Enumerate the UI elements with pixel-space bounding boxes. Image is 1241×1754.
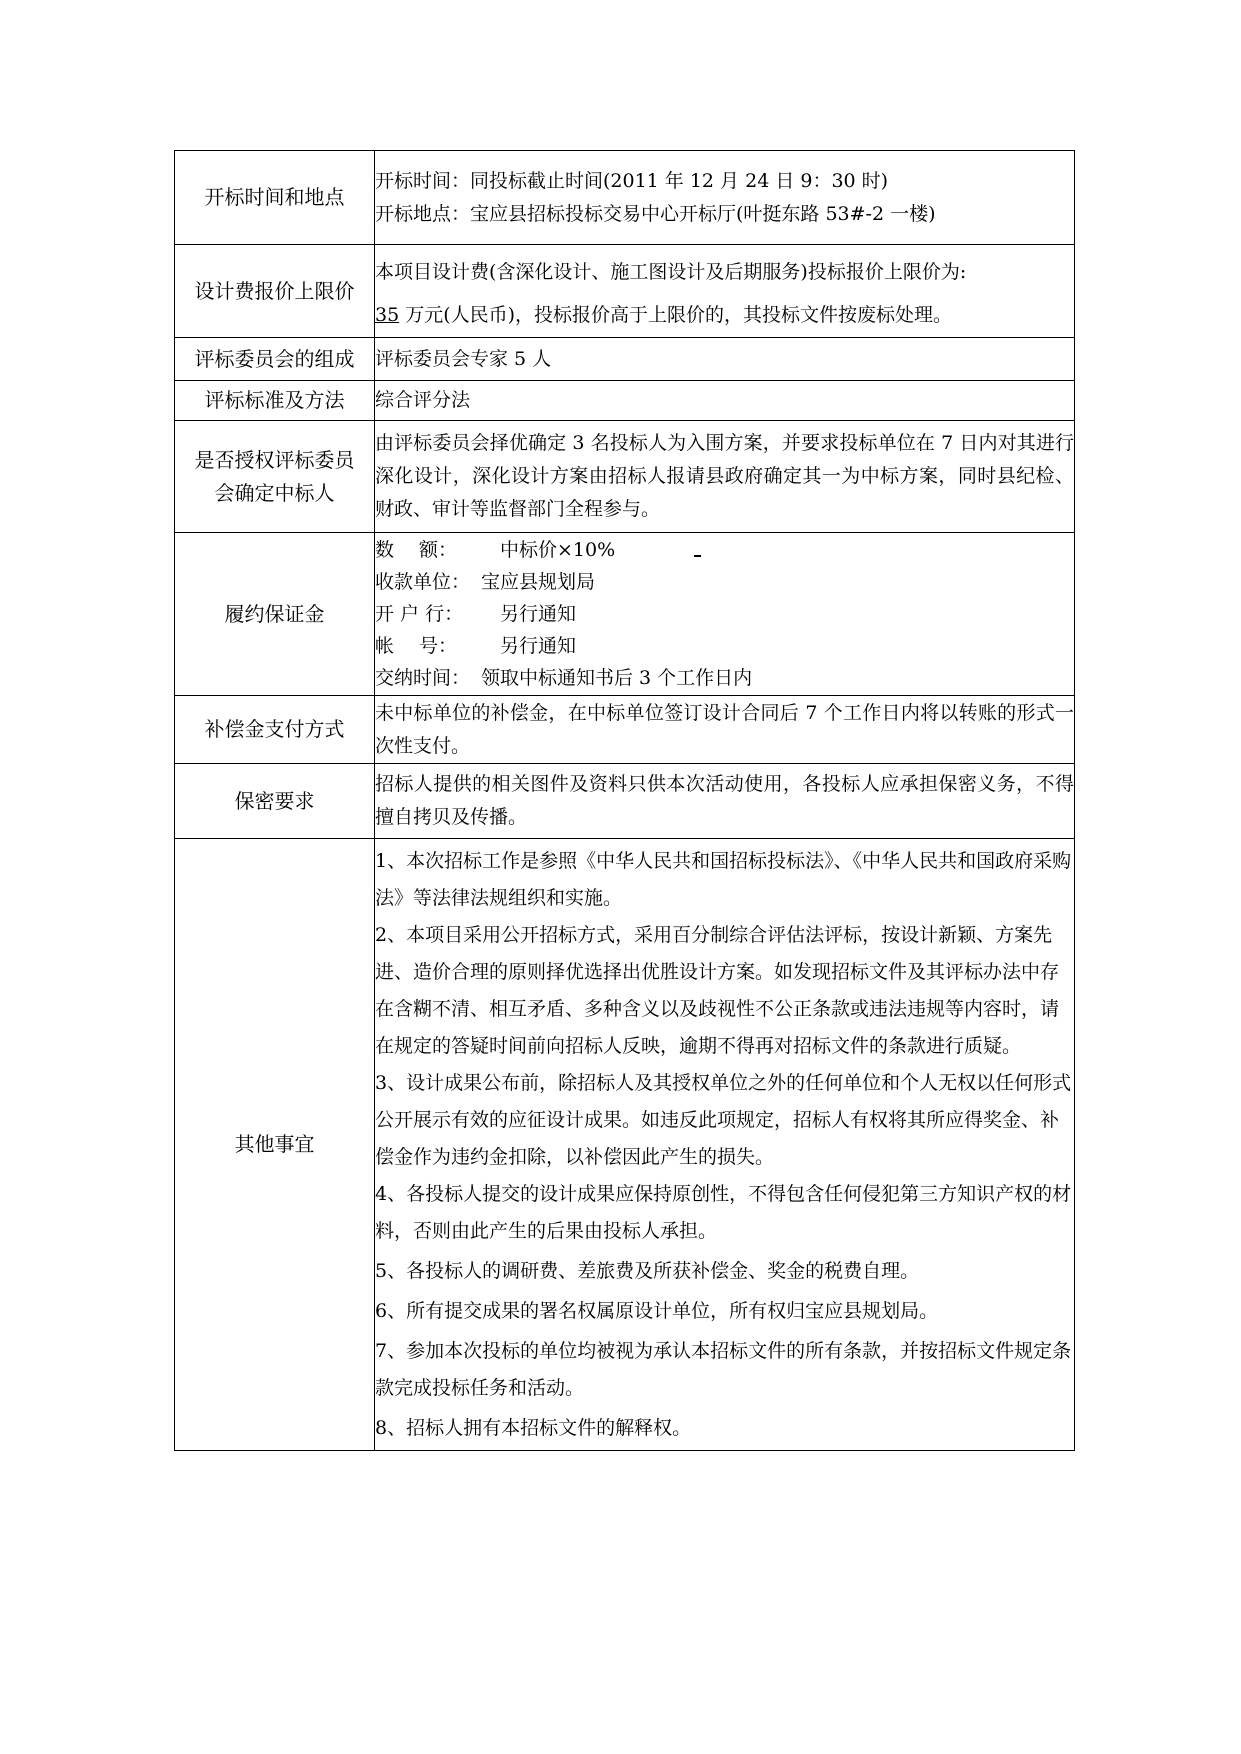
- row-opening: [175, 151, 1075, 245]
- label-method: 评标标准及方法: [175, 381, 375, 421]
- content-confidential: [375, 764, 1075, 839]
- label-confidential: 保密要求: [175, 764, 375, 839]
- row-bond: [175, 533, 1075, 696]
- bond-item-value: 领取中标通知书后 3 个工作日内: [481, 667, 753, 689]
- content-compensation: [375, 696, 1075, 764]
- bond-item: [375, 534, 1074, 566]
- bond-item-key: 数 额：: [375, 539, 458, 561]
- content-committee: 评标委员会专家 5 人: [375, 338, 1075, 381]
- label-other: 其他事宜: [175, 839, 375, 1451]
- fee-line2: [375, 299, 1074, 332]
- row-other: [175, 839, 1075, 1451]
- note-item: 3、设计成果公布前，除招标人及其授权单位之外的任何单位和个人无权以任何形式公开展示有效的应征设计成果。如违反此项规定，招标人有权将其所应得奖金、补偿金作为违约金扣除，以补偿因此产生的损失。: [375, 1071, 1072, 1168]
- content-authorize: [375, 421, 1075, 533]
- label-fee: 设计费报价上限价: [175, 245, 375, 338]
- note-item: 6、所有提交成果的署名权属原设计单位，所有权归宝应县规划局。: [375, 1299, 939, 1322]
- authorize-text: 由评标委员会择优确定 3 名投标人为入围方案，并要求投标单位在 7 日内对其进行深化设计，深化设计方案由招标人报请县政府确定其一为中标方案，同时县纪检、财政、审计等监督部门全程参与。: [375, 432, 1074, 520]
- row-confidential: [175, 764, 1075, 839]
- fee-amount: 35: [375, 304, 400, 326]
- label-authorize-line1: 是否授权评标委员: [194, 447, 355, 472]
- fee-line1: 本项目设计费(含深化设计、施工图设计及后期服务)投标报价上限价为:: [375, 261, 967, 283]
- row-authorize: [175, 421, 1075, 533]
- fee-line2-rest: 万元(人民币)，投标报价高于上限价的，其投标文件按废标处理。: [399, 304, 953, 326]
- label-committee: 评标委员会的组成: [175, 338, 375, 381]
- bond-item: [375, 566, 1074, 598]
- stray-underline-mark: [694, 555, 701, 557]
- content-bond: [375, 533, 1075, 696]
- row-committee: [175, 338, 1075, 381]
- content-other: [375, 839, 1075, 1451]
- label-authorize-line2: 会确定中标人: [214, 480, 335, 505]
- note-item: 5、各投标人的调研费、差旅费及所获补偿金、奖金的税费自理。: [375, 1259, 920, 1282]
- bond-item-key: 交纳时间：: [375, 667, 471, 689]
- opening-time: 开标时间：同投标截止时间(2011 年 12 月 24 日 9：30 时): [375, 169, 889, 192]
- note-item: 7、参加本次投标的单位均被视为承认本招标文件的所有条款，并按招标文件规定条款完成投标任务和活动。: [375, 1339, 1072, 1399]
- label-authorize: [175, 421, 375, 533]
- content-opening: [375, 151, 1075, 245]
- confidential-text: 招标人提供的相关图件及资料只供本次活动使用，各投标人应承担保密义务，不得擅自拷贝及传播。: [375, 773, 1074, 828]
- bond-item-value: 另行通知: [481, 603, 577, 625]
- row-method: [175, 381, 1075, 421]
- row-fee: [175, 245, 1075, 338]
- label-compensation: 补偿金支付方式: [175, 696, 375, 764]
- bond-item-key: 收款单位：: [375, 571, 471, 593]
- bond-item-key: 帐 号：: [375, 635, 458, 657]
- row-compensation: [175, 696, 1075, 764]
- opening-place: 开标地点：宝应县招标投标交易中心开标厅(叶挺东路 53#-2 一楼): [375, 202, 936, 225]
- bond-item: [375, 630, 1074, 662]
- compensation-text: 未中标单位的补偿金，在中标单位签订设计合同后 7 个工作日内将以转账的形式一次性支付。: [375, 701, 1074, 757]
- bond-item: [375, 598, 1074, 630]
- label-bond: 履约保证金: [175, 533, 375, 696]
- bond-item: [375, 662, 1074, 694]
- content-method: 综合评分法: [375, 381, 1075, 421]
- content-fee: [375, 245, 1075, 338]
- label-opening: 开标时间和地点: [175, 151, 375, 245]
- tender-info-table: [174, 150, 1075, 1451]
- bond-item-key: 开 户 行：: [375, 603, 464, 625]
- note-item: 4、各投标人提交的设计成果应保持原创性，不得包含任何侵犯第三方知识产权的材料，否则由此产生的后果由投标人承担。: [375, 1182, 1072, 1242]
- bond-item-value: 中标价×10%: [481, 539, 616, 561]
- note-item: 8、招标人拥有本招标文件的解释权。: [375, 1416, 692, 1439]
- bond-item-value: 宝应县规划局: [481, 571, 596, 593]
- bond-item-value: 另行通知: [481, 635, 577, 657]
- note-item: 2、本项目采用公开招标方式，采用百分制综合评估法评标，按设计新颖、方案先进、造价合理的原则择优选择出优胜设计方案。如发现招标文件及其评标办法中存在含糊不清、相互矛盾、多种含义以及歧视性不公正条款或违法违规等内容时，请在规定的答疑时间前向招标人反映，逾期不得再对招标文件的条款进行质疑。: [375, 923, 1060, 1057]
- note-item: 1、本次招标工作是参照《中华人民共和国招标投标法》、《中华人民共和国政府采购法》等法律法规组织和实施。: [375, 849, 1072, 909]
